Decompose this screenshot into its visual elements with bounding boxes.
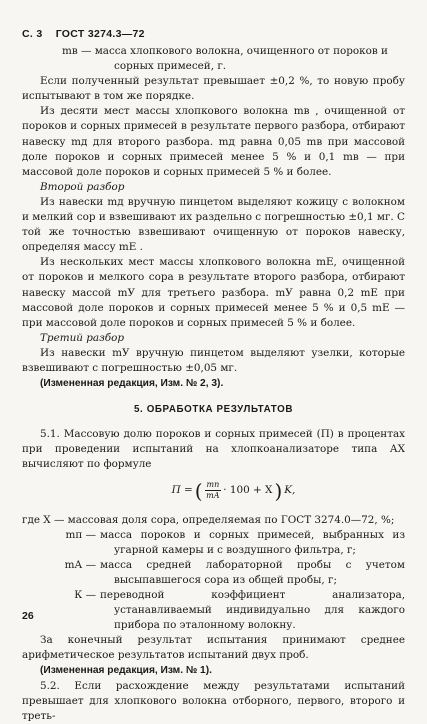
paragraph-5-2: 5.2. Если расхождение между результатами испытаний превышает для хлопкового волокна отборного, первого, второго и треть- xyxy=(22,679,405,722)
def-mp xyxy=(22,528,405,558)
def-ma-text: масса средней лабораторной пробы с учетом высыпавшегося сора из общей пробы, г; xyxy=(100,558,405,586)
paragraph-5-1: 5.1. Массовую долю пороков и сорных примесей (П) в процентах при проведении испытаний на хлопкоанализаторе типа АХ вычисляют по формуле xyxy=(22,428,405,471)
def-k-symbol: К — xyxy=(74,589,96,601)
heading-second-analysis: Второй разбор xyxy=(40,180,125,193)
def-mp-symbol: mп — xyxy=(65,528,96,541)
formula-open-paren: ( xyxy=(194,478,203,503)
heading-third-analysis: Третий разбор xyxy=(40,331,125,344)
formula-tail: K, xyxy=(284,483,296,496)
formula xyxy=(62,479,405,507)
paragraph-second-analysis: Из навески mд вручную пинцетом выделяют кожицу с волокном и мелкий сор и взвешивают их раздельно с погрешностью ±0,1 мг. С той же точностью взвешивают очищенную от пороков навеску, определяя массу mЕ . xyxy=(22,195,405,254)
where-x-definition: где X — массовая доля сора, определяемая по ГОСТ 3274.0—72, %; xyxy=(22,513,395,526)
def-ma xyxy=(22,558,405,588)
formula-rest: · 100 + X xyxy=(223,483,273,496)
page-label: С. 3 xyxy=(22,28,43,40)
page-number: 26 xyxy=(22,610,34,622)
mv-definition-line2: сорных примесей, г. xyxy=(114,60,227,73)
paragraph-final-result: За конечный результат испытания принимают среднее арифметическое результатов испытаний двух проб. xyxy=(22,634,405,662)
paragraph-third-analysis: Из навески mУ вручную пинцетом выделяют узелки, которые взвешивают с погрешностью ±0,05 мг. xyxy=(22,346,405,374)
page-body xyxy=(22,44,405,724)
page-header xyxy=(22,27,155,42)
section-title: 5. ОБРАБОТКА РЕЗУЛЬТАТОВ xyxy=(134,404,293,416)
def-mp-text: масса пороков и сорных примесей, выбранных из угарной камеры и с воздушного фильтра, г; xyxy=(100,528,405,556)
paragraph-second-sample: Из десяти мест массы хлопкового волокна mв , очищенной от пороков и сорных примесей в результате первого разбора, отбирают навеску mд для второго разбора. mд равна 0,05 mв при массовой доле пороков и сорных примесей менее 5 % и 0,1 mв — при массовой доле пороков и сорных примесей 5 % и более. xyxy=(22,105,405,178)
edit-note-2: (Измененная редакция, Изм. № 1). xyxy=(40,665,212,677)
mv-definition-line1: mв — масса хлопкового волокна, очищенного от пороков и xyxy=(62,45,388,57)
def-ma-symbol: mА — xyxy=(64,558,96,571)
paragraph-repeat: Если полученный результат превышает ±0,2 %, то новую пробу испытывают в том же порядке. xyxy=(22,75,405,103)
def-k xyxy=(22,588,405,633)
formula-denominator: mА xyxy=(206,491,220,501)
def-k-text: переводной коэффициент анализатора, устанавливаемый индивидуально для каждого прибора по эталонному волокну. xyxy=(100,589,405,632)
formula-numerator: mп xyxy=(206,480,220,490)
formula-fraction xyxy=(205,480,222,501)
edit-note-1: (Измененная редакция, Изм. № 2, 3). xyxy=(40,378,224,390)
paragraph-third-sample: Из нескольких мест массы хлопкового волокна mЕ, очищенной от пороков и мелкого сора в результате второго разбора, отбирают навеску массой mУ для третьего разбора. mУ равна 0,2 mЕ при массовой доле пороков и сорных примесей менее 5 % и 0,5 mЕ — при массовой доле пороков и сорных примесей 5 % и более. xyxy=(22,256,405,329)
formula-close-paren: ) xyxy=(274,478,283,503)
standard-label: ГОСТ 3274.3—72 xyxy=(55,28,145,40)
formula-lhs: П = xyxy=(171,483,193,496)
